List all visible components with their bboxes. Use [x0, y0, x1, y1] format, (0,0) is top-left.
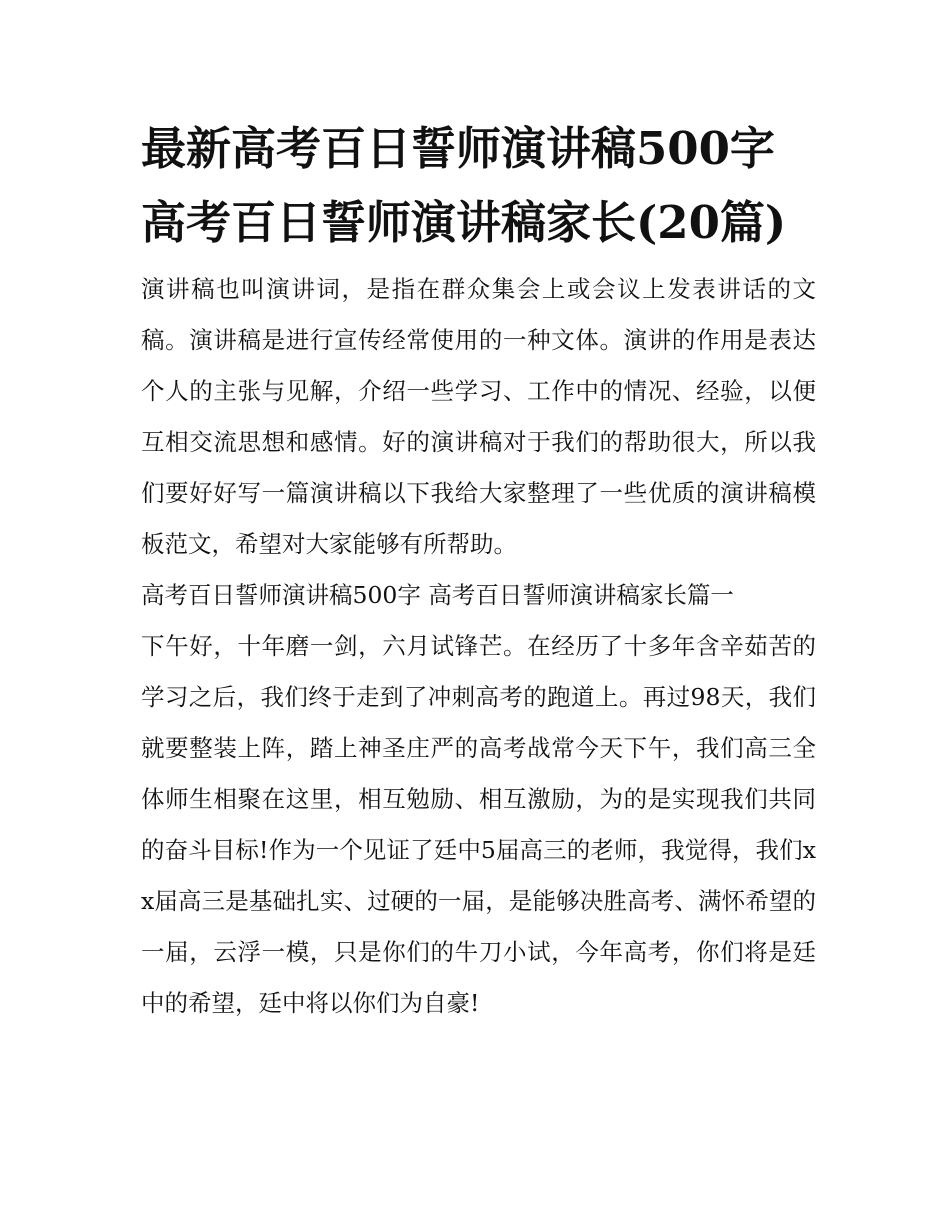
section-heading: 高考百日誓师演讲稿500字 高考百日誓师演讲稿家长篇一 — [141, 581, 734, 609]
intro-paragraph: 演讲稿也叫演讲词，是指在群众集会上或会议上发表讲话的文稿。演讲稿是进行宣传经常使用的一种文体。演讲的作用是表达个人的主张与见解，介绍一些学习、工作中的情况、经验，以便互相交流思想和感情。好的演讲稿对于我们的帮助很大，所以我们要好好写一篇演讲稿以下我给大家整理了一些优质的演讲稿模板范文，希望对大家能够有所帮助。 — [141, 275, 816, 558]
speech-body-paragraph: 下午好，十年磨一剑，六月试锋芒。在经历了十多年含辛茹苦的学习之后，我们终于走到了冲刺高考的跑道上。再过98天，我们就要整装上阵，踏上神圣庄严的高考战常今天下午，我们高三全体师生相聚在这里，相互勉励、相互激励，为的是实现我们共同的奋斗目标!作为一个见证了廷中5届高三的老师，我觉得，我们xx届高三是基础扎实、过硬的一届，是能够决胜高考、满怀希望的一届，云浮一模，只是你们的牛刀小试，今年高考，你们将是廷中的希望，廷中将以你们为自豪! — [141, 632, 816, 1017]
document-page — [141, 112, 816, 1029]
document-title: 最新高考百日誓师演讲稿500字 高考百日誓师演讲稿家长(20篇) — [141, 122, 787, 249]
